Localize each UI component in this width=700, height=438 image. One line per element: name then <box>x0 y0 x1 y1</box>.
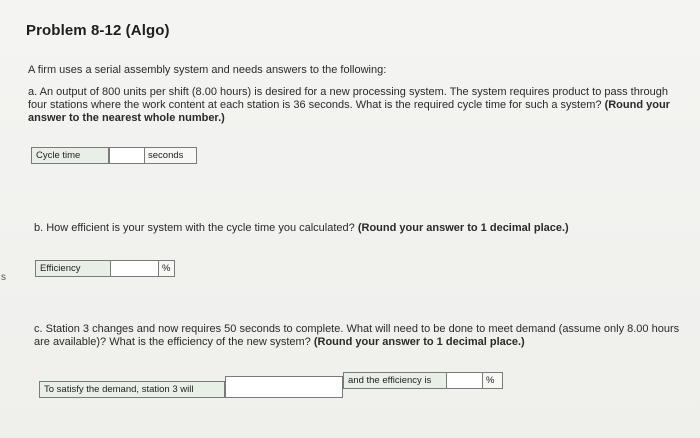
problem-title: Problem 8-12 (Algo) <box>26 22 170 39</box>
station-change-answer-row <box>39 372 503 398</box>
new-efficiency-unit: % <box>483 372 503 389</box>
efficiency-answer-row <box>35 260 175 277</box>
cycle-time-unit: seconds <box>145 147 197 164</box>
new-efficiency-input[interactable] <box>447 372 483 389</box>
question-c-instruction: (Round your answer to 1 decimal place.) <box>313 336 525 348</box>
question-b-instruction: (Round your answer to 1 decimal place.) <box>357 222 569 234</box>
efficiency-input[interactable] <box>111 260 159 277</box>
cycle-time-label: Cycle time <box>31 147 109 164</box>
question-c <box>34 323 684 349</box>
intro-text: A firm uses a serial assembly system and needs answers to the following: <box>28 64 387 76</box>
question-b <box>34 222 674 235</box>
new-efficiency-label: and the efficiency is <box>343 372 447 389</box>
cycle-time-answer-row <box>31 147 197 164</box>
question-a <box>28 86 678 125</box>
station-action-input[interactable] <box>225 376 343 398</box>
efficiency-label: Efficiency <box>35 260 111 277</box>
question-c-text: c. Station 3 changes and now requires 50 seconds to complete. What will need to be done to meet demand (assume only 8.00 hours are available)? What is the efficiency of the new system? <box>34 323 680 348</box>
station-action-label: To satisfy the demand, station 3 will <box>39 381 225 398</box>
question-a-text: a. An output of 800 units per shift (8.00 hours) is desired for a new processing system. The system requires product to pass through four stations where the work content at each station is 36 seconds. What is the required cycle time for such a system? <box>28 86 668 111</box>
side-margin-mark: s <box>1 272 6 283</box>
cycle-time-input[interactable] <box>109 147 145 164</box>
efficiency-unit: % <box>159 260 175 277</box>
question-a-instruction: (Round your answer to the nearest whole number.) <box>28 99 670 124</box>
question-b-text: b. How efficient is your system with the cycle time you calculated? <box>34 222 355 234</box>
